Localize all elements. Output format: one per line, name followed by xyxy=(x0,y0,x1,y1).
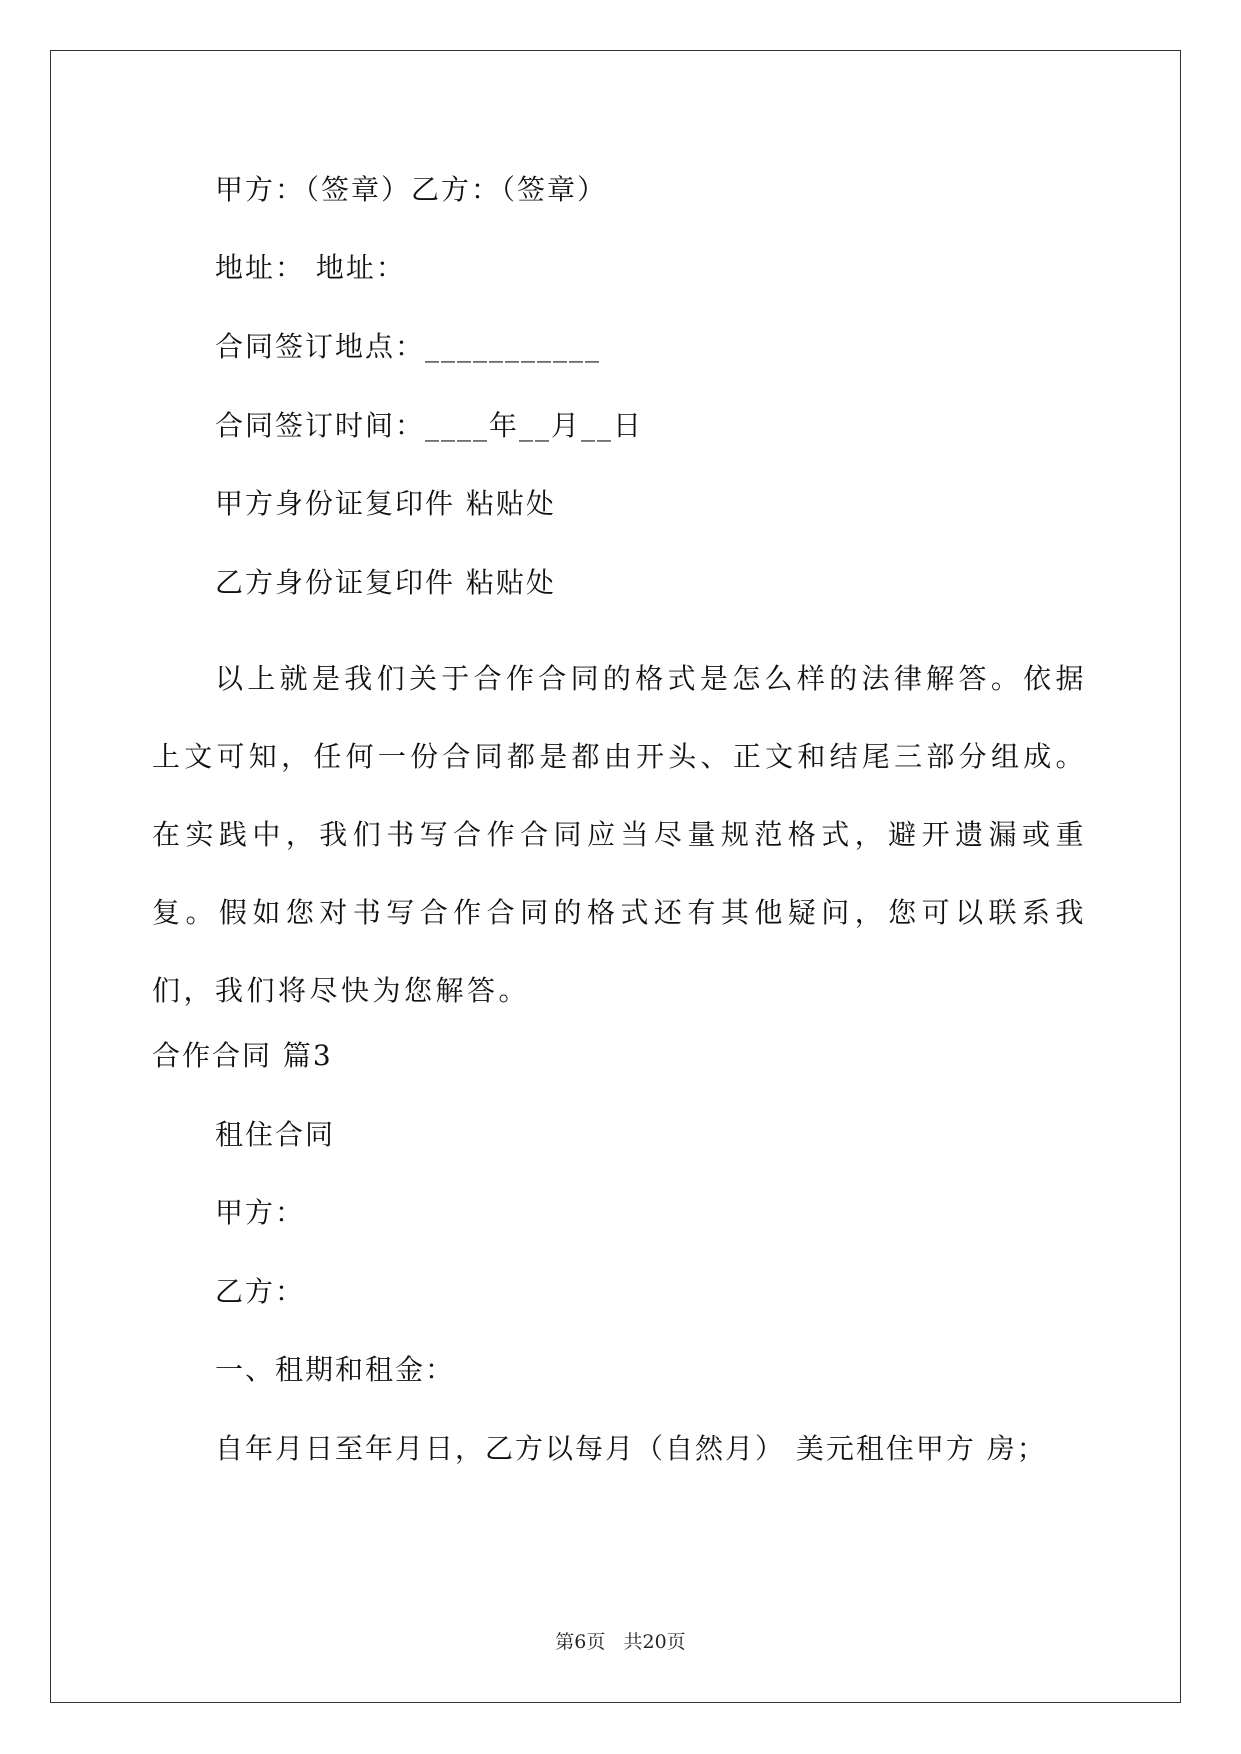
summary-paragraph: 以上就是我们关于合作合同的格式是怎么样的法律解答。依据上文可知，任何一份合同都是都由开头、正文和结尾三部分组成。在实践中，我们书写合作合同应当尽量规范格式，避开遗漏或重复。假如您对书写合作合同的格式还有其他疑问，您可以联系我们，我们将尽快为您解答。 xyxy=(152,662,1087,1007)
signing-date-line: 合同签订时间：____年__月__日 xyxy=(215,409,644,442)
address-line: 地址： 地址： xyxy=(215,251,406,284)
page-number: 第6页 共20页 xyxy=(555,1631,686,1653)
signing-place-line: 合同签订地点：___________ xyxy=(215,330,602,363)
party-b-id-copy-line: 乙方身份证复印件 粘贴处 xyxy=(215,566,556,599)
party-b-label: 乙方： xyxy=(215,1275,306,1308)
signature-line: 甲方：（签章）乙方：（签章） xyxy=(215,173,608,206)
party-a-label: 甲方： xyxy=(215,1196,306,1229)
clause-heading: 一、租期和租金： xyxy=(215,1353,456,1386)
party-a-id-copy-line: 甲方身份证复印件 粘贴处 xyxy=(215,487,556,520)
contract-title: 租住合同 xyxy=(215,1118,336,1151)
clause-text: 自年月日至年月日，乙方以每月（自然月） 美元租住甲方 房； xyxy=(215,1432,1047,1465)
section-heading: 合作合同 篇3 xyxy=(152,1039,333,1072)
